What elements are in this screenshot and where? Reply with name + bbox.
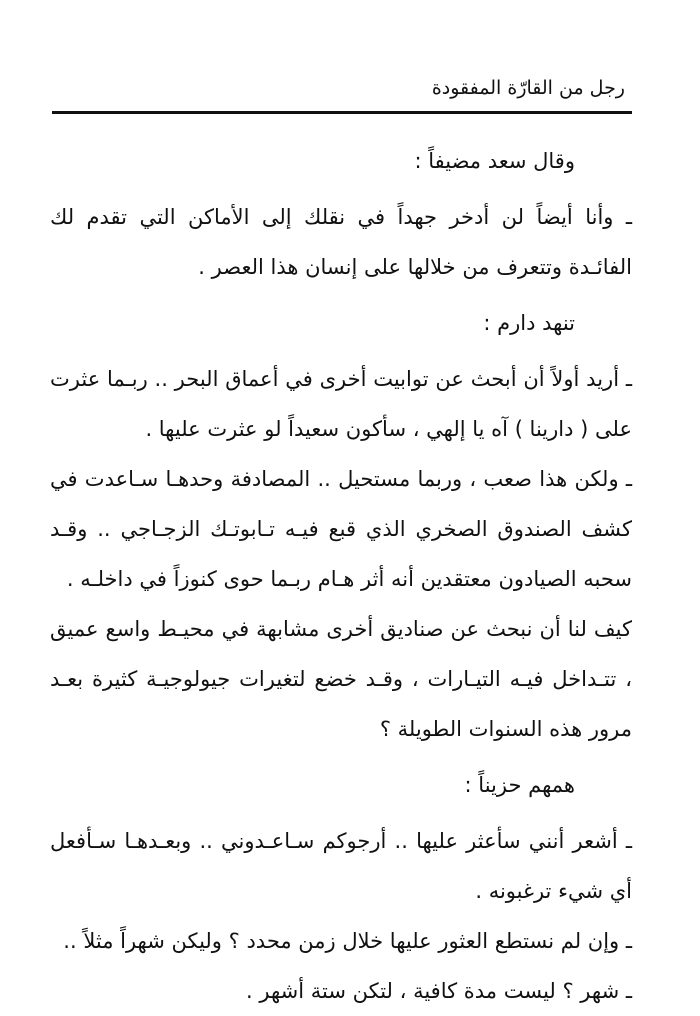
dialogue-paragraph: ـ أريد أولاً أن أبحث عن توابيت أخرى في أعماق البحر .. ربـما عثرت على ( دارينا ) آه يا إلهي ، سأكون سعيداً لو عثرت عليها . <box>50 367 632 441</box>
speaker-line: همهم حزيناً : <box>464 773 575 797</box>
body-text <box>50 136 632 1016</box>
dialogue-paragraph: ـ وأنا أيضاً لن أدخر جهداً في نقلك إلى الأماكن التي تقدم لك الفائـدة وتتعرف من خلالها على إنسان هذا العصر . <box>50 205 632 279</box>
dialogue-paragraph: ـ وإن لم نستطع العثور عليها خلال زمن محدد ؟ وليكن شهراً مثلاً .. <box>63 929 632 953</box>
speaker-line: تنهد دارم : <box>483 311 575 335</box>
dialogue-paragraph: ـ شهر ؟ ليست مدة كافية ، لتكن ستة أشهر . <box>246 979 632 1003</box>
dialogue-paragraph: كيف لنا أن نبحث عن صناديق أخرى مشابهة في محيـط واسع عميق ، تتـداخل فيـه التيـارات ، وقـد خضع لتغيرات جيولوجيـة كثيرة بعـد مرور هذه السنوات الطويلة ؟ <box>50 617 632 741</box>
dialogue-paragraph: ـ أشعر أنني سأعثر عليها .. أرجوكم سـاعـدوني .. وبعـدهـا سـأفعل أي شيء ترغبونه . <box>50 829 632 903</box>
dialogue-paragraph: ـ ولكن هذا صعب ، وربما مستحيل .. المصادفة وحدهـا سـاعدت في كشف الصندوق الصخري الذي قبع فيـه تـابوتـك الزجـاجي .. وقـد سحبه الصيادون معتقدين أنه أثر هـام ربـما حوى كنوزاً في داخلـه . <box>50 467 632 591</box>
speaker-line: وقال سعد مضيفاً : <box>414 149 575 173</box>
running-header: رجل من القارّة المفقودة <box>431 77 625 99</box>
header-rule <box>52 111 632 114</box>
